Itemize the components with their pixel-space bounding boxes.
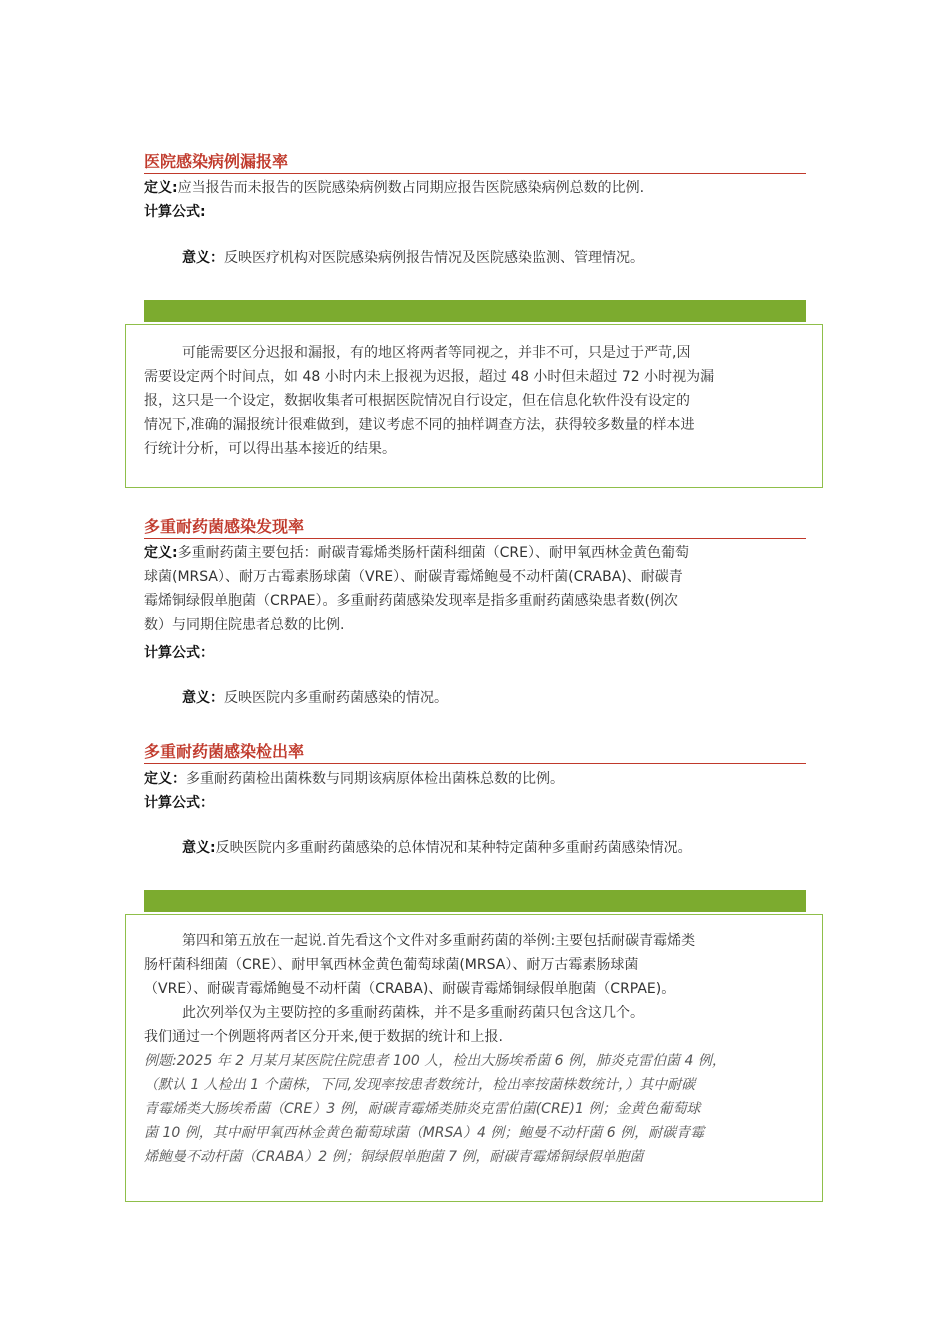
meaning-text: 反映医院内多重耐药菌感染的情况。	[224, 690, 448, 706]
formula-label: 计算公式:	[144, 204, 206, 220]
note-line: 第四和第五放在一起说.首先看这个文件对多重耐药菌的举例:主要包括耐碳青霉烯类	[182, 933, 696, 949]
note-box-mdro-example	[125, 914, 823, 1202]
section-title-mdro-discovery-rate: 多重耐药菌感染发现率	[144, 517, 806, 539]
example-line: 青霉烯类大肠埃希菌（CRE）3 例，耐碳青霉烯类肺炎克雷伯菌(CRE)1 例；金黄色葡萄球	[144, 1101, 701, 1117]
definition-text: 多重耐药菌主要包括：耐碳青霉烯类肠杆菌科细菌（CRE）、耐甲氧西林金黄色葡萄	[177, 545, 689, 561]
definition-row	[144, 177, 644, 199]
example-line: 例题:2025 年 2 月某月某医院住院患者 100 人，检出大肠埃希菌 6 例，肺炎克雷伯菌 4 例，	[144, 1053, 726, 1069]
section-title-mdro-detection-rate: 多重耐药菌感染检出率	[144, 742, 806, 764]
note-line: 可能需要区分迟报和漏报，有的地区将两者等同视之，并非不可，只是过于严苛,因	[182, 345, 691, 361]
note-line: 肠杆菌科细菌（CRE）、耐甲氧西林金黄色葡萄球菌(MRSA）、耐万古霉素肠球菌	[144, 957, 639, 973]
definition-text: 霉烯铜绿假单胞菌（CRPAE）。多重耐药菌感染发现率是指多重耐药菌感染患者数(例次	[144, 593, 678, 609]
meaning-label: 意义：	[182, 690, 224, 706]
definition-row	[144, 542, 689, 564]
note-line: 行统计分析，可以得出基本接近的结果。	[144, 441, 396, 457]
meaning-row	[182, 247, 644, 269]
meaning-label: 意义:	[182, 840, 216, 856]
example-line: （默认 1 人检出 1 个菌株，下同,发现率按患者数统计，检出率按菌株数统计，）其中耐碳	[144, 1077, 696, 1093]
note-line: 报，这只是一个设定，数据收集者可根据医院情况自行设定，但在信息化软件没有设定的	[144, 393, 690, 409]
example-line: 菌 10 例，其中耐甲氧西林金黄色葡萄球菌（MRSA）4 例；鲍曼不动杆菌 6 例，耐碳青霉	[144, 1125, 705, 1141]
formula-label: 计算公式：	[144, 795, 214, 811]
formula-label: 计算公式：	[144, 645, 214, 661]
note-box-missed-report	[125, 324, 823, 488]
definition-text: 应当报告而未报告的医院感染病例数占同期应报告医院感染病例总数的比例.	[177, 180, 645, 196]
meaning-label: 意义：	[182, 250, 224, 266]
note-line: 需要设定两个时间点，如 48 小时内未上报视为迟报，超过 48 小时但未超过 72 小时视为漏	[144, 369, 715, 385]
meaning-row	[182, 837, 692, 859]
note-line: （VRE）、耐碳青霉烯鲍曼不动杆菌（CRABA)、耐碳青霉烯铜绿假单胞菌（CRPAE)。	[144, 981, 676, 997]
definition-text: 球菌(MRSA）、耐万古霉素肠球菌（VRE）、耐碳青霉烯鲍曼不动杆菌(CRABA)、耐碳青	[144, 569, 683, 585]
note-line: 情况下,准确的漏报统计很难做到，建议考虑不同的抽样调查方法，获得较多数量的样本进	[144, 417, 695, 433]
note-header-bar	[144, 890, 806, 912]
meaning-text: 反映医疗机构对医院感染病例报告情况及医院感染监测、管理情况。	[224, 250, 644, 266]
note-line: 我们通过一个例题将两者区分开来,便于数据的统计和上报.	[144, 1029, 503, 1045]
section-title-missed-report-rate: 医院感染病例漏报率	[144, 152, 806, 174]
example-line: 烯鲍曼不动杆菌（CRABA）2 例；铜绿假单胞菌 7 例，耐碳青霉烯铜绿假单胞菌	[144, 1149, 644, 1165]
definition-text: 数）与同期住院患者总数的比例.	[144, 617, 345, 633]
note-header-bar	[144, 300, 806, 322]
meaning-text: 反映医院内多重耐药菌感染的总体情况和某种特定菌种多重耐药菌感染情况。	[215, 840, 692, 856]
definition-label: 定义：	[144, 771, 186, 787]
definition-row	[144, 768, 564, 790]
note-line: 此次列举仅为主要防控的多重耐药菌株，并不是多重耐药菌只包含这几个。	[182, 1005, 644, 1021]
definition-text: 多重耐药菌检出菌株数与同期该病原体检出菌株总数的比例。	[186, 771, 564, 787]
meaning-row	[182, 687, 448, 709]
definition-label: 定义:	[144, 545, 178, 561]
definition-label: 定义:	[144, 180, 178, 196]
